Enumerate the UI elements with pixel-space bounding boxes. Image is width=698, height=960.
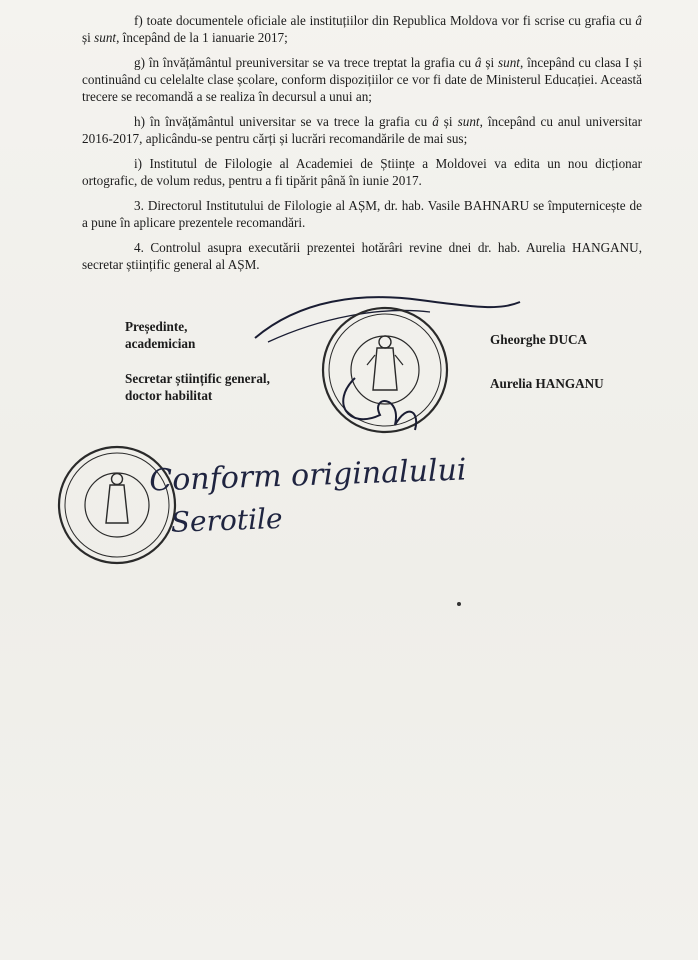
paragraph-4: 4. Controlul asupra executării prezentei hotărâri revine dnei dr. hab. Aurelia HANGANU, secretar științific general al AȘM. xyxy=(82,240,642,272)
president-signature xyxy=(255,297,520,338)
paragraph-i: i) Institutul de Filologie al Academiei de Științe a Moldovei va edita un nou dicționar ortografic, de volum redus, pentru a fi tipărit până în iunie 2017. xyxy=(82,156,642,188)
role-president: Președinte, academician xyxy=(125,319,196,351)
certification-note: Conform originalului Serotile xyxy=(148,452,468,539)
paragraph-f: f) toate documentele oficiale ale instituțiilor din Republica Moldova vor fi scrise cu grafia cu â și sunt, începând de la 1 ianuarie 2017; xyxy=(82,13,642,45)
paragraph-3: 3. Directorul Institutului de Filologie al AȘM, dr. hab. Vasile BAHNARU se împuternicește de a pune în aplicare prezentele recomandări. xyxy=(82,198,642,230)
paragraph-g: g) în învățământul preuniversitar se va trece treptat la grafia cu â și sunt, începând cu clasa I și continuând cu celelalte clase școlare, conform dispozițiilor ce vor fi date de Ministerul Educației. Această trecere se recomandă a se realiza în decursul a unui an; xyxy=(82,55,642,104)
paragraph-h: h) în învățământul universitar se va trece la grafia cu â și sunt, începând cu anul universitar 2016-2017, aplicându-se pentru cărți și lucrări recomandările de mai sus; xyxy=(82,114,643,146)
academy-seal-large xyxy=(323,308,447,432)
name-president: Gheorghe DUCA xyxy=(490,332,588,347)
name-secretary: Aurelia HANGANU xyxy=(490,376,604,391)
ink-dot xyxy=(457,602,461,606)
role-secretary: Secretar științific general, doctor habilitat xyxy=(125,371,270,403)
